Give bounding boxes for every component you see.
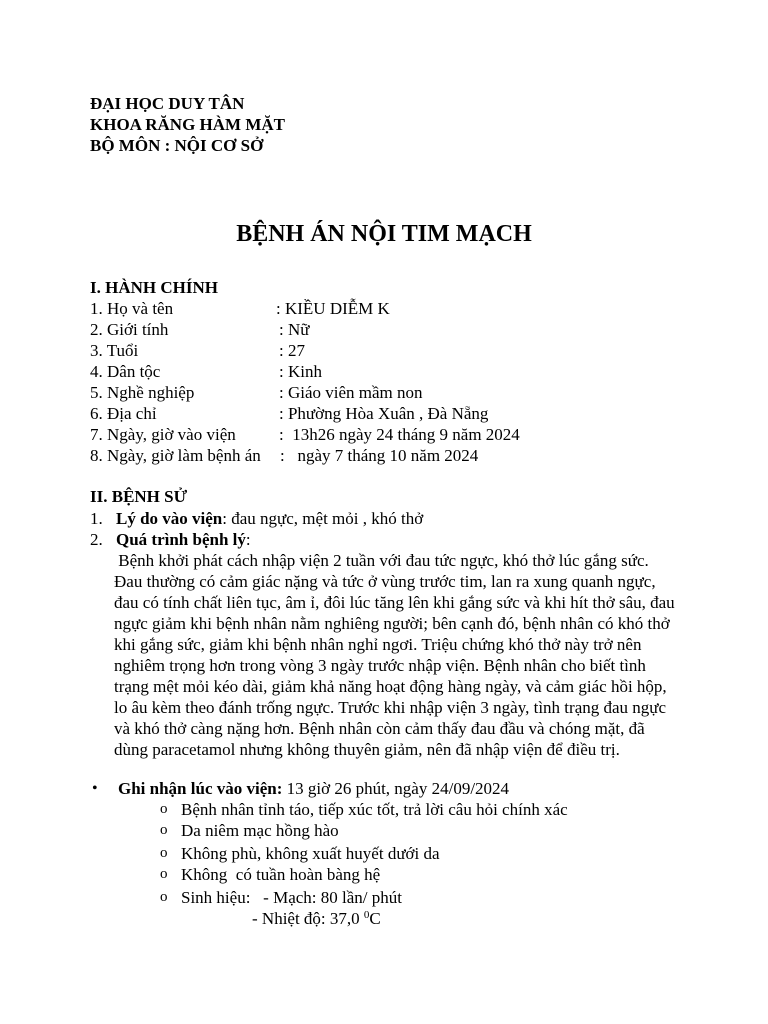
field-value-admission-time: : 13h26 ngày 24 tháng 9 năm 2024 [279, 425, 520, 444]
field-label-address: 6. Địa chỉ [90, 404, 157, 423]
field-label-name: 1. Họ và tên [90, 299, 174, 318]
item-progression [90, 529, 251, 550]
field-label-occupation: 5. Nghề nghiệp [90, 383, 195, 402]
sub-bullet-marker: o [160, 822, 168, 838]
field-label-age: 3. Tuổi [90, 341, 139, 360]
field-value-name: : KIỀU DIỄM K [276, 299, 390, 318]
field-value-age: : 27 [279, 341, 305, 360]
item-progression-label: Quá trình bệnh lý [116, 530, 246, 549]
field-label-record-time: 8. Ngày, giờ làm bệnh án [90, 446, 261, 465]
temperature-text: - Nhiệt độ: 37,0 [252, 909, 364, 928]
section-history-heading: II. BỆNH SỬ [90, 487, 188, 506]
item-reason-number: 1. [90, 509, 103, 528]
paragraph-line: trạng mệt mỏi kéo dài, giảm khả năng hoạt động hàng ngày, và cảm giác hồi hộp, [114, 677, 667, 696]
field-value-occupation: : Giáo viên mầm non [279, 383, 423, 402]
field-value-gender: : Nữ [279, 320, 310, 339]
field-label-ethnicity: 4. Dân tộc [90, 362, 161, 381]
university-name: ĐẠI HỌC DUY TÂN [90, 94, 245, 113]
sub-bullet-marker: o [160, 889, 168, 905]
paragraph-line: Đau thường có cảm giác nặng và tức ở vùng trước tim, lan ra xung quanh ngực, [114, 572, 656, 591]
field-value-address: : Phường Hòa Xuân , Đà Nẵng [279, 404, 489, 423]
field-label-gender: 2. Giới tính [90, 320, 169, 339]
section-administrative-heading: I. HÀNH CHÍNH [90, 278, 218, 297]
paragraph-line: và khó thở càng nặng hơn. Bệnh nhân còn cảm thấy đau đầu và chóng mặt, đã [114, 719, 645, 738]
paragraph-line: nghiêm trọng hơn trong vòng 3 ngày trước nhập viện. Bệnh nhân cho biết tình [114, 656, 646, 675]
paragraph-line: đau có tính chất liên tục, âm ỉ, đôi lúc tăng lên khi gắng sức và khi hít thở sâu, đau [114, 593, 675, 612]
paragraph-line: lo âu kèm theo đánh trống ngực. Trước khi nhập viện 3 ngày, tình trạng đau ngực [114, 698, 667, 717]
paragraph-line: ngực giảm khi bệnh nhân nằm nghiêng người; bên cạnh đó, bệnh nhân có khó thở [114, 614, 670, 633]
paragraph-line: dùng paracetamol nhưng không thuyên giảm, nên đã nhập viện để điều trị. [114, 740, 620, 759]
item-reason-text: : đau ngực, mệt mỏi , khó thở [222, 509, 424, 528]
vital-signs-pulse: Sinh hiệu: - Mạch: 80 lần/ phút [181, 888, 402, 907]
admission-note-text: 13 giờ 26 phút, ngày 24/09/2024 [282, 779, 510, 798]
field-value-ethnicity: : Kinh [279, 362, 322, 381]
finding-item: Da niêm mạc hồng hào [181, 821, 339, 840]
paragraph-line: khi gắng sức, giảm khi bệnh nhân nghỉ ngơi. Triệu chứng khó thở này trở nên [114, 635, 642, 654]
item-progression-text: : [245, 530, 251, 549]
admission-note-label: Ghi nhận lúc vào viện: [118, 779, 283, 798]
field-value-record-time: : ngày 7 tháng 10 năm 2024 [280, 446, 479, 465]
bullet-marker: • [92, 780, 98, 797]
document-title: BỆNH ÁN NỘI TIM MẠCH [236, 221, 532, 247]
department-name: BỘ MÔN : NỘI CƠ SỞ [90, 136, 264, 155]
admission-note [118, 778, 509, 799]
sub-bullet-marker: o [160, 845, 168, 861]
sub-bullet-marker: o [160, 866, 168, 882]
temperature-unit: C [369, 909, 381, 928]
item-reason [90, 508, 423, 529]
faculty-name: KHOA RĂNG HÀM MẶT [90, 115, 286, 134]
finding-item: Không có tuần hoàn bàng hệ [181, 865, 381, 884]
progression-paragraph [114, 550, 714, 760]
item-progression-number: 2. [90, 530, 103, 549]
field-label-admission-time: 7. Ngày, giờ vào viện [90, 425, 236, 444]
sub-bullet-marker: o [160, 801, 168, 817]
vital-signs-temperature [252, 908, 381, 929]
finding-item: Bệnh nhân tỉnh táo, tiếp xúc tốt, trả lời câu hỏi chính xác [181, 800, 568, 819]
finding-item: Không phù, không xuất huyết dưới da [181, 844, 440, 863]
paragraph-line: Bệnh khởi phát cách nhập viện 2 tuần với đau tức ngực, khó thở lúc gắng sức. [114, 551, 649, 570]
temperature-degree: 0 [363, 909, 370, 921]
item-reason-label: Lý do vào viện [116, 509, 223, 528]
